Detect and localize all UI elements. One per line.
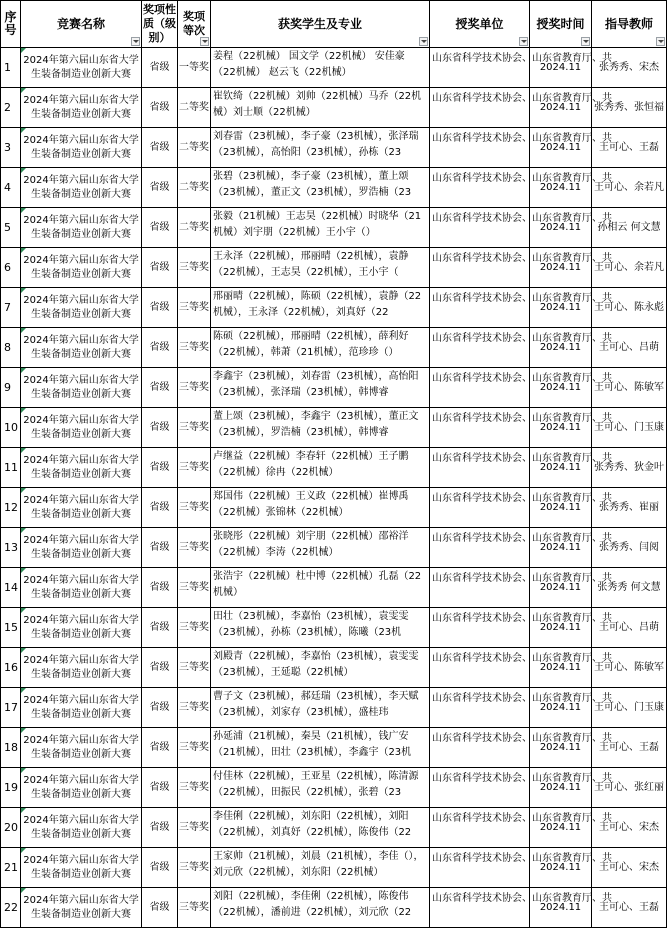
cell-idx[interactable]: 3	[1, 128, 21, 168]
org-text: 山东省科学技术协会、山东省教育厅、共	[432, 133, 612, 144]
competition-text: 2024年第六届山东省大学生装备制造业创新大赛	[23, 814, 139, 840]
table-row	[1, 168, 667, 208]
cell-idx[interactable]: 7	[1, 288, 21, 328]
cell-idx[interactable]: 20	[1, 808, 21, 848]
org-text: 山东省科学技术协会、山东省教育厅、共	[432, 613, 612, 624]
table-header	[1, 1, 667, 48]
cell-teacher[interactable]: 王可心、宋杰	[592, 808, 667, 848]
students-text: 田壮（23机械），李嘉怡（23机械），袁雯雯（23机械），孙栋（23机械），陈曦（23机	[213, 611, 409, 638]
comment-marker-icon	[21, 608, 26, 613]
cell-teacher[interactable]: 王可心、吕萌	[592, 608, 667, 648]
header-label: 竞赛名称	[56, 16, 105, 31]
cell-teacher[interactable]: 王可心、陈敏军	[592, 648, 667, 688]
cell-level[interactable]: 省级	[142, 48, 178, 88]
cell-students[interactable]	[211, 328, 430, 368]
cell-time[interactable]: 2024.11	[530, 648, 592, 688]
header-students	[211, 1, 430, 48]
cell-time[interactable]: 2024.11	[530, 288, 592, 328]
cell-students[interactable]	[211, 208, 430, 248]
header-label: 指导教师	[604, 16, 653, 31]
cell-grade[interactable]: 三等奖	[178, 688, 211, 728]
comment-marker-icon	[21, 368, 26, 373]
cell-time[interactable]: 2024.11	[530, 48, 592, 88]
filter-dropdown-icon[interactable]	[419, 37, 428, 46]
cell-level[interactable]: 省级	[142, 128, 178, 168]
cell-time[interactable]: 2024.11	[530, 848, 592, 888]
comment-marker-icon	[21, 448, 26, 453]
cell-level[interactable]: 省级	[142, 448, 178, 488]
header-label: 获奖学生及专业	[277, 16, 362, 31]
students-text: 陈硕（22机械），邢丽晴（22机械），薛利好（22机械），韩萧（21机械），范珍珍（）	[213, 331, 409, 358]
competition-text: 2024年第六届山东省大学生装备制造业创新大赛	[23, 54, 139, 80]
cell-students[interactable]	[211, 528, 430, 568]
cell-time[interactable]: 2024.11	[530, 368, 592, 408]
org-text: 山东省科学技术协会、山东省教育厅、共	[432, 733, 612, 744]
table-row	[1, 488, 667, 528]
competition-text: 2024年第六届山东省大学生装备制造业创新大赛	[23, 414, 139, 440]
table-row	[1, 368, 667, 408]
cell-competition[interactable]	[21, 288, 142, 328]
cell-idx[interactable]: 14	[1, 568, 21, 608]
cell-teacher[interactable]: 王可心、王磊	[592, 128, 667, 168]
cell-students[interactable]	[211, 248, 430, 288]
header-grade	[178, 1, 211, 48]
cell-grade[interactable]: 三等奖	[178, 288, 211, 328]
org-text: 山东省科学技术协会、山东省教育厅、共	[432, 853, 612, 864]
competition-text: 2024年第六届山东省大学生装备制造业创新大赛	[23, 894, 139, 920]
cell-grade[interactable]: 三等奖	[178, 728, 211, 768]
org-text: 山东省科学技术协会、山东省教育厅、共	[432, 693, 612, 704]
cell-teacher[interactable]: 张秀秀、张恒福	[592, 88, 667, 128]
cell-time[interactable]: 2024.11	[530, 768, 592, 808]
org-text: 山东省科学技术协会、山东省教育厅、共	[432, 773, 612, 784]
cell-level[interactable]: 省级	[142, 888, 178, 928]
students-text: 张碧（23机械），李子豪（23机械），董上颂（23机械），董正文（23机械），罗浩楠（23	[213, 171, 412, 198]
cell-idx[interactable]: 13	[1, 528, 21, 568]
cell-idx[interactable]: 16	[1, 648, 21, 688]
comment-marker-icon	[21, 768, 26, 773]
students-text: 刘殿青（22机械），李嘉怡（23机械），袁雯雯（23机械），王延聪（22机械）	[213, 651, 419, 678]
students-text: 邢丽晴（22机械），陈硕（22机械），袁静（22机械），王永泽（22机械），刘真妤（22	[213, 291, 422, 318]
table-row	[1, 48, 667, 88]
table-row	[1, 88, 667, 128]
cell-competition[interactable]	[21, 48, 142, 88]
cell-level[interactable]: 省级	[142, 168, 178, 208]
competition-text: 2024年第六届山东省大学生装备制造业创新大赛	[23, 614, 139, 640]
cell-idx[interactable]: 11	[1, 448, 21, 488]
students-text: 王家帅（21机械），刘晨（21机械），李佳（），刘元欣（22机械），刘东阳（22机械）	[213, 851, 424, 878]
cell-competition[interactable]	[21, 368, 142, 408]
table-row	[1, 128, 667, 168]
cell-grade[interactable]: 三等奖	[178, 608, 211, 648]
cell-students[interactable]	[211, 408, 430, 448]
cell-level[interactable]: 省级	[142, 608, 178, 648]
comment-marker-icon	[21, 88, 26, 93]
cell-level[interactable]: 省级	[142, 408, 178, 448]
competition-text: 2024年第六届山东省大学生装备制造业创新大赛	[23, 454, 139, 480]
competition-text: 2024年第六届山东省大学生装备制造业创新大赛	[23, 494, 139, 520]
cell-level[interactable]: 省级	[142, 808, 178, 848]
cell-competition[interactable]	[21, 608, 142, 648]
table-row	[1, 888, 667, 928]
cell-competition[interactable]	[21, 168, 142, 208]
cell-idx[interactable]: 9	[1, 368, 21, 408]
cell-competition[interactable]	[21, 848, 142, 888]
cell-time[interactable]: 2024.11	[530, 168, 592, 208]
cell-competition[interactable]	[21, 88, 142, 128]
students-text: 刘阳（22机械），李佳俐（22机械），陈俊伟（22机械），潘前进（22机械），刘元欣（22	[213, 891, 412, 918]
filter-dropdown-icon[interactable]	[656, 37, 665, 46]
cell-idx[interactable]: 10	[1, 408, 21, 448]
cell-idx[interactable]: 4	[1, 168, 21, 208]
table-row	[1, 248, 667, 288]
table-body	[1, 48, 667, 928]
competition-text: 2024年第六届山东省大学生装备制造业创新大赛	[23, 574, 139, 600]
comment-marker-icon	[21, 128, 26, 133]
comment-marker-icon	[21, 888, 26, 893]
comment-marker-icon	[21, 408, 26, 413]
cell-level[interactable]: 省级	[142, 88, 178, 128]
filter-dropdown-icon[interactable]	[581, 37, 590, 46]
cell-grade[interactable]: 三等奖	[178, 808, 211, 848]
header-time	[530, 1, 592, 48]
competition-text: 2024年第六届山东省大学生装备制造业创新大赛	[23, 254, 139, 280]
competition-text: 2024年第六届山东省大学生装备制造业创新大赛	[23, 174, 139, 200]
cell-teacher[interactable]: 王可心、门玉康	[592, 408, 667, 448]
cell-students[interactable]	[211, 808, 430, 848]
students-text: 李鑫宇（23机械），刘春雷（23机械），高怡阳（23机械），张泽瑞（23机械），韩博睿	[213, 371, 419, 398]
cell-teacher[interactable]: 王可心、王磊	[592, 888, 667, 928]
cell-competition[interactable]	[21, 488, 142, 528]
cell-grade[interactable]: 三等奖	[178, 568, 211, 608]
cell-idx[interactable]: 12	[1, 488, 21, 528]
cell-time[interactable]: 2024.11	[530, 208, 592, 248]
org-text: 山东省科学技术协会、山东省教育厅、共	[432, 653, 612, 664]
cell-teacher[interactable]: 王可心、张红丽	[592, 768, 667, 808]
cell-teacher[interactable]: 张秀秀、宋杰	[592, 48, 667, 88]
students-text: 张毅（21机械）王志昊（22机械）时晓华（21机械）刘宇朋（22机械）王小宇（）	[213, 211, 422, 238]
competition-text: 2024年第六届山东省大学生装备制造业创新大赛	[23, 694, 139, 720]
students-text: 付佳林（22机械），王亚星（22机械），陈清源（22机械），田振民（22机械），张碧（23	[213, 771, 419, 798]
competition-text: 2024年第六届山东省大学生装备制造业创新大赛	[23, 334, 139, 360]
cell-teacher[interactable]: 王可心、宋杰	[592, 848, 667, 888]
cell-level[interactable]: 省级	[142, 528, 178, 568]
cell-grade[interactable]: 二等奖	[178, 168, 211, 208]
cell-teacher[interactable]: 王可心、陈永彪	[592, 288, 667, 328]
cell-time[interactable]: 2024.11	[530, 328, 592, 368]
header-level	[142, 1, 178, 48]
competition-text: 2024年第六届山东省大学生装备制造业创新大赛	[23, 294, 139, 320]
cell-idx[interactable]: 6	[1, 248, 21, 288]
cell-level[interactable]: 省级	[142, 208, 178, 248]
comment-marker-icon	[21, 688, 26, 693]
cell-grade[interactable]: 三等奖	[178, 648, 211, 688]
table-row	[1, 848, 667, 888]
cell-teacher[interactable]: 王可心、吕萌	[592, 328, 667, 368]
competition-text: 2024年第六届山东省大学生装备制造业创新大赛	[23, 534, 139, 560]
org-text: 山东省科学技术协会、山东省教育厅、共	[432, 173, 612, 184]
cell-teacher[interactable]: 王可心、门玉康	[592, 688, 667, 728]
cell-level[interactable]: 省级	[142, 648, 178, 688]
comment-marker-icon	[21, 528, 26, 533]
org-text: 山东省科学技术协会、山东省教育厅、共	[432, 333, 612, 344]
cell-grade[interactable]: 三等奖	[178, 248, 211, 288]
comment-marker-icon	[21, 728, 26, 733]
cell-grade[interactable]: 二等奖	[178, 88, 211, 128]
cell-level[interactable]: 省级	[142, 568, 178, 608]
cell-time[interactable]: 2024.11	[530, 728, 592, 768]
comment-marker-icon	[21, 808, 26, 813]
students-text: 姜程（22机械） 国文学（22机械） 安佳豪（22机械） 赵云飞（22机械）	[213, 51, 405, 78]
org-text: 山东省科学技术协会、山东省教育厅、共	[432, 53, 612, 64]
students-text: 孙延浦（21机械），秦昊（21机械），钱广安（21机械），田壮（23机械），李鑫宇（23机	[213, 731, 412, 758]
comment-marker-icon	[21, 288, 26, 293]
cell-teacher[interactable]: 张秀秀、闫阅	[592, 528, 667, 568]
org-text: 山东省科学技术协会、山东省教育厅、共	[432, 893, 612, 904]
cell-teacher[interactable]: 王可心、余若凡	[592, 248, 667, 288]
org-text: 山东省科学技术协会、山东省教育厅、共	[432, 493, 612, 504]
org-text: 山东省科学技术协会、山东省教育厅、共	[432, 373, 612, 384]
cell-competition[interactable]	[21, 328, 142, 368]
header-teacher	[592, 1, 667, 48]
cell-students[interactable]	[211, 88, 430, 128]
cell-level[interactable]: 省级	[142, 368, 178, 408]
org-text: 山东省科学技术协会、山东省教育厅、共	[432, 573, 612, 584]
cell-time[interactable]: 2024.11	[530, 808, 592, 848]
header-idx	[1, 1, 21, 48]
students-text: 张晓彤（22机械）刘宇朋（22机械）邵裕洋（22机械）李涛（22机械）	[213, 531, 409, 558]
cell-time[interactable]: 2024.11	[530, 568, 592, 608]
cell-level[interactable]: 省级	[142, 728, 178, 768]
cell-idx[interactable]: 5	[1, 208, 21, 248]
cell-idx[interactable]: 8	[1, 328, 21, 368]
cell-students[interactable]	[211, 368, 430, 408]
students-text: 卢继益（22机械）李春轩（22机械）王子鹏（22机械）徐冉（22机械）	[213, 451, 409, 478]
cell-level[interactable]: 省级	[142, 248, 178, 288]
table-row	[1, 448, 667, 488]
table-row	[1, 808, 667, 848]
competition-text: 2024年第六届山东省大学生装备制造业创新大赛	[23, 654, 139, 680]
cell-grade[interactable]: 三等奖	[178, 368, 211, 408]
cell-level[interactable]: 省级	[142, 488, 178, 528]
comment-marker-icon	[21, 848, 26, 853]
cell-time[interactable]: 2024.11	[530, 608, 592, 648]
cell-grade[interactable]: 二等奖	[178, 208, 211, 248]
org-text: 山东省科学技术协会、山东省教育厅、共	[432, 213, 612, 224]
table-row	[1, 288, 667, 328]
cell-students[interactable]	[211, 768, 430, 808]
cell-teacher[interactable]: 张秀秀 何文慧	[592, 568, 667, 608]
cell-level[interactable]: 省级	[142, 328, 178, 368]
filter-dropdown-icon[interactable]	[519, 37, 528, 46]
header-competition	[21, 1, 142, 48]
cell-teacher[interactable]: 孙相云 何文慧	[592, 208, 667, 248]
table-row	[1, 328, 667, 368]
cell-competition[interactable]	[21, 128, 142, 168]
cell-time[interactable]: 2024.11	[530, 488, 592, 528]
cell-teacher[interactable]: 张秀秀、崔丽	[592, 488, 667, 528]
cell-students[interactable]	[211, 728, 430, 768]
students-text: 刘春雷（23机械），李子豪（23机械），张泽瑞（23机械），高怡阳（23机械），孙栋（23	[213, 131, 419, 158]
cell-idx[interactable]: 17	[1, 688, 21, 728]
cell-time[interactable]: 2024.11	[530, 248, 592, 288]
cell-competition[interactable]	[21, 208, 142, 248]
table-row	[1, 688, 667, 728]
cell-level[interactable]: 省级	[142, 768, 178, 808]
table-row	[1, 648, 667, 688]
filter-dropdown-icon[interactable]	[131, 37, 140, 46]
comment-marker-icon	[21, 568, 26, 573]
competition-text: 2024年第六届山东省大学生装备制造业创新大赛	[23, 374, 139, 400]
cell-competition[interactable]	[21, 248, 142, 288]
header-label: 序号	[4, 10, 17, 37]
cell-grade[interactable]: 三等奖	[178, 408, 211, 448]
table-row	[1, 408, 667, 448]
cell-idx[interactable]: 2	[1, 88, 21, 128]
cell-grade[interactable]: 三等奖	[178, 848, 211, 888]
cell-competition[interactable]	[21, 808, 142, 848]
org-text: 山东省科学技术协会、山东省教育厅、共	[432, 413, 612, 424]
comment-marker-icon	[21, 328, 26, 333]
cell-idx[interactable]: 21	[1, 848, 21, 888]
cell-level[interactable]: 省级	[142, 288, 178, 328]
competition-text: 2024年第六届山东省大学生装备制造业创新大赛	[23, 134, 139, 160]
cell-competition[interactable]	[21, 728, 142, 768]
cell-competition[interactable]	[21, 408, 142, 448]
competition-text: 2024年第六届山东省大学生装备制造业创新大赛	[23, 214, 139, 240]
table-row	[1, 208, 667, 248]
cell-level[interactable]: 省级	[142, 848, 178, 888]
cell-grade[interactable]: 三等奖	[178, 888, 211, 928]
cell-grade[interactable]: 三等奖	[178, 528, 211, 568]
cell-students[interactable]	[211, 128, 430, 168]
table-row	[1, 768, 667, 808]
cell-competition[interactable]	[21, 688, 142, 728]
header-org	[430, 1, 530, 48]
cell-students[interactable]	[211, 568, 430, 608]
comment-marker-icon	[21, 648, 26, 653]
cell-students[interactable]	[211, 648, 430, 688]
cell-students[interactable]	[211, 608, 430, 648]
cell-grade[interactable]: 一等奖	[178, 48, 211, 88]
header-label: 授奖单位	[455, 16, 504, 31]
cell-competition[interactable]	[21, 528, 142, 568]
comment-marker-icon	[21, 248, 26, 253]
org-text: 山东省科学技术协会、山东省教育厅、共	[432, 293, 612, 304]
header-label: 奖项等次	[183, 10, 205, 37]
cell-grade[interactable]: 三等奖	[178, 448, 211, 488]
cell-grade[interactable]: 三等奖	[178, 768, 211, 808]
org-text: 山东省科学技术协会、山东省教育厅、共	[432, 813, 612, 824]
cell-grade[interactable]: 二等奖	[178, 128, 211, 168]
cell-students[interactable]	[211, 848, 430, 888]
cell-competition[interactable]	[21, 888, 142, 928]
org-text: 山东省科学技术协会、山东省教育厅、共	[432, 253, 612, 264]
cell-students[interactable]	[211, 288, 430, 328]
cell-time[interactable]: 2024.11	[530, 448, 592, 488]
cell-competition[interactable]	[21, 768, 142, 808]
header-label: 授奖时间	[536, 16, 585, 31]
cell-idx[interactable]: 22	[1, 888, 21, 928]
cell-grade[interactable]: 三等奖	[178, 328, 211, 368]
cell-teacher[interactable]: 王可心、陈敏军	[592, 368, 667, 408]
cell-competition[interactable]	[21, 648, 142, 688]
students-text: 曹子文（23机械），郝廷瑞（23机械），李天赋（23机械），刘家存（23机械），盛桂玮	[213, 691, 419, 718]
filter-dropdown-icon[interactable]	[200, 37, 209, 46]
comment-marker-icon	[21, 208, 26, 213]
comment-marker-icon	[21, 488, 26, 493]
comment-marker-icon	[21, 48, 26, 53]
org-text: 山东省科学技术协会、山东省教育厅、共	[432, 93, 612, 104]
cell-idx[interactable]: 18	[1, 728, 21, 768]
cell-time[interactable]: 2024.11	[530, 88, 592, 128]
cell-teacher[interactable]: 王可心、王磊	[592, 728, 667, 768]
org-text: 山东省科学技术协会、山东省教育厅、共	[432, 453, 612, 464]
cell-competition[interactable]	[21, 448, 142, 488]
table-row	[1, 728, 667, 768]
table-row	[1, 528, 667, 568]
cell-idx[interactable]: 1	[1, 48, 21, 88]
cell-level[interactable]: 省级	[142, 688, 178, 728]
cell-time[interactable]: 2024.11	[530, 888, 592, 928]
table-row	[1, 608, 667, 648]
cell-students[interactable]	[211, 448, 430, 488]
students-text: 李佳俐（22机械），刘东阳（22机械），刘阳（22机械），刘真妤（22机械），陈俊伟（22	[213, 811, 412, 838]
cell-idx[interactable]: 15	[1, 608, 21, 648]
students-text: 张浩宇（22机械）杜中博（22机械）孔磊（22机械）	[213, 571, 422, 598]
competition-text: 2024年第六届山东省大学生装备制造业创新大赛	[23, 94, 139, 120]
cell-time[interactable]: 2024.11	[530, 128, 592, 168]
cell-time[interactable]: 2024.11	[530, 688, 592, 728]
table-row	[1, 568, 667, 608]
comment-marker-icon	[21, 168, 26, 173]
cell-idx[interactable]: 19	[1, 768, 21, 808]
students-text: 崔钦绮（22机械）刘帅（22机械）马乔（22机械）刘士顺（22机械）	[213, 91, 422, 118]
cell-students[interactable]	[211, 488, 430, 528]
cell-students[interactable]	[211, 688, 430, 728]
students-text: 王永泽（22机械），邢丽晴（22机械），袁静（22机械），王志昊（22机械），王小宇（	[213, 251, 409, 278]
students-text: 郑国伟（22机械）王义政（22机械）崔博禹（22机械）张锦林（22机械）	[213, 491, 409, 518]
students-text: 董上颂（23机械），李鑫宇（23机械），董正文（23机械），罗浩楠（23机械），韩博睿	[213, 411, 419, 438]
cell-students[interactable]	[211, 168, 430, 208]
cell-teacher[interactable]: 张秀秀、狄金叶	[592, 448, 667, 488]
cell-time[interactable]: 2024.11	[530, 528, 592, 568]
cell-teacher[interactable]: 王可心、余若凡	[592, 168, 667, 208]
cell-students[interactable]	[211, 888, 430, 928]
competition-text: 2024年第六届山东省大学生装备制造业创新大赛	[23, 774, 139, 800]
header-label: 奖项性质（级别）	[143, 3, 176, 44]
competition-text: 2024年第六届山东省大学生装备制造业创新大赛	[23, 734, 139, 760]
cell-time[interactable]: 2024.11	[530, 408, 592, 448]
cell-students[interactable]	[211, 48, 430, 88]
competition-text: 2024年第六届山东省大学生装备制造业创新大赛	[23, 854, 139, 880]
cell-grade[interactable]: 三等奖	[178, 488, 211, 528]
cell-competition[interactable]	[21, 568, 142, 608]
org-text: 山东省科学技术协会、山东省教育厅、共	[432, 533, 612, 544]
